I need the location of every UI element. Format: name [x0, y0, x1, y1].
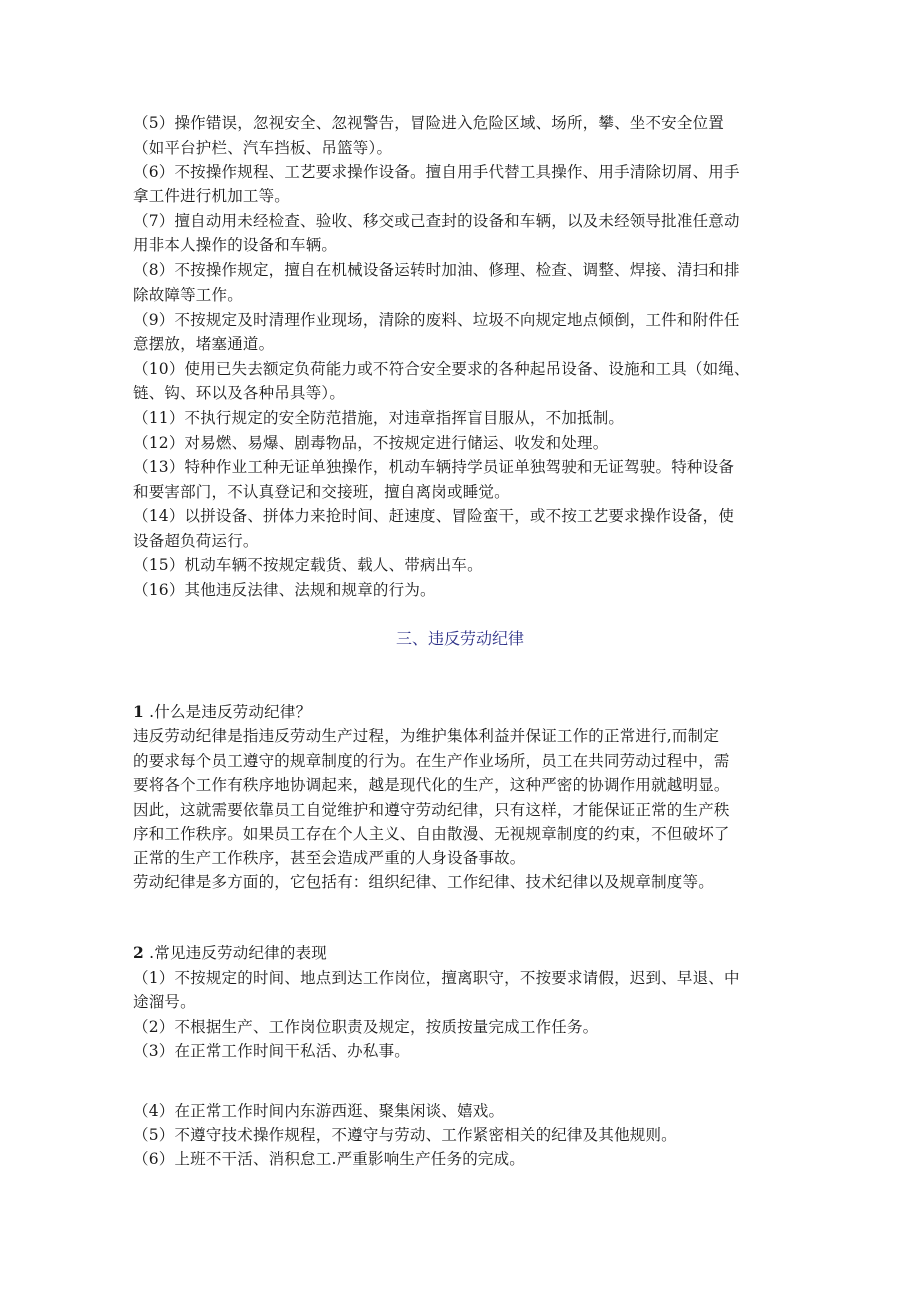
paragraph-line: 因此，这就需要依靠员工自觉维护和遵守劳动纪律，只有这样，才能保证正常的生产秩 — [133, 801, 730, 819]
list-line: （11）不执行规定的安全防范措施，对违章指挥盲目服从，不加抵制。 — [133, 409, 625, 427]
list-line: （5）不遵守技术操作规程，不遵守与劳动、工作紧密相关的纪律及其他规则。 — [133, 1126, 677, 1144]
question-2-number: 2 — [133, 943, 144, 962]
list-line: 意摆放，堵塞通道。 — [133, 335, 275, 353]
list-line: （6）不按操作规程、工艺要求操作设备。擅自用手代替工具操作、用手清除切屑、用手 — [133, 163, 740, 181]
question-1-number: 1 — [133, 702, 144, 721]
paragraph-line: 正常的生产工作秩序，甚至会造成严重的人身设备事故。 — [133, 849, 526, 867]
list-line: 用非本人操作的设备和车辆。 — [133, 236, 338, 254]
list-line: 和要害部门，不认真登记和交接班，擅自离岗或睡觉。 — [133, 483, 510, 501]
list-line: （6）上班不干活、消积怠工.严重影响生产任务的完成。 — [133, 1150, 525, 1168]
list-line: （10）使用已失去额定负荷能力或不符合安全要求的各种起吊设备、设施和工具（如绳、 — [133, 360, 750, 378]
list-line: （1）不按规定的时间、地点到达工作岗位，擅离职守，不按要求请假，迟到、早退、中 — [133, 969, 740, 987]
list-line: 除故障等工作。 — [133, 286, 243, 304]
paragraph-line: 违反劳动纪律是指违反劳动生产过程，为维护集体利益并保证工作的正常进行,而制定 — [133, 727, 720, 745]
question-1-text: .什么是违反劳动纪律？ — [149, 703, 312, 721]
list-line: 设备超负荷运行。 — [133, 532, 259, 550]
paragraph-line: 序和工作秩序。如果员工存在个人主义、自由散漫、无视规章制度的约束，不但破坏了 — [133, 825, 730, 843]
list-line: （8）不按操作规定，擅自在机械设备运转时加油、修理、检查、调整、焊接、清扫和排 — [133, 261, 740, 279]
question-2-title — [133, 941, 327, 965]
list-line: 拿工件进行机加工等。 — [133, 187, 291, 205]
list-line: （16）其他违反法律、法规和规章的行为。 — [133, 581, 436, 599]
paragraph-line: 要将各个工作有秩序地协调起来，越是现代化的生产，这种严密的协调作用就越明显。 — [133, 776, 730, 794]
question-1-title — [133, 700, 311, 724]
list-line: （5）操作错误，忽视安全、忽视警告，冒险进入危险区域、场所，攀、坐不安全位置 — [133, 114, 724, 132]
list-line: （7）擅自动用未经检查、验收、移交或己查封的设备和车辆，以及未经领导批准任意动 — [133, 212, 740, 230]
list-line: （2）不根据生产、工作岗位职责及规定，按质按量完成工作任务。 — [133, 1018, 599, 1036]
list-line: （12）对易燃、易爆、剧毒物品，不按规定进行储运、收发和处理。 — [133, 434, 609, 452]
list-line: （9）不按规定及时清理作业现场，清除的废料、垃圾不向规定地点倾倒，工件和附件任 — [133, 311, 740, 329]
list-line: （4）在正常工作时间内东游西逛、聚集闲谈、嬉戏。 — [133, 1102, 505, 1120]
list-line: （3）在正常工作时间干私活、办私事。 — [133, 1042, 410, 1060]
list-line: （14）以拼设备、拼体力来抢时间、赶速度、冒险蛮干，或不按工艺要求操作设备，使 — [133, 507, 735, 525]
list-line: （13）特种作业工种无证单独操作，机动车辆持学员证单独驾驶和无证驾驶。特种设备 — [133, 458, 735, 476]
question-2-text: .常见违反劳动纪律的表现 — [149, 944, 327, 962]
paragraph-line: 劳动纪律是多方面的，它包括有：组织纪律、工作纪律、技术纪律以及规章制度等。 — [133, 873, 714, 891]
list-line: （如平台护栏、汽车挡板、吊篮等）。 — [133, 139, 393, 157]
list-line: 途溜号。 — [133, 993, 196, 1011]
list-line: （15）机动车辆不按规定载货、载人、带病出车。 — [133, 556, 483, 574]
section-heading: 三、违反劳动纪律 — [395, 629, 524, 648]
list-line: 链、钩、环以及各种吊具等）。 — [133, 384, 346, 402]
paragraph-line: 的要求每个员工遵守的规章制度的行为。在生产作业场所，员工在共同劳动过程中，需 — [133, 752, 730, 770]
